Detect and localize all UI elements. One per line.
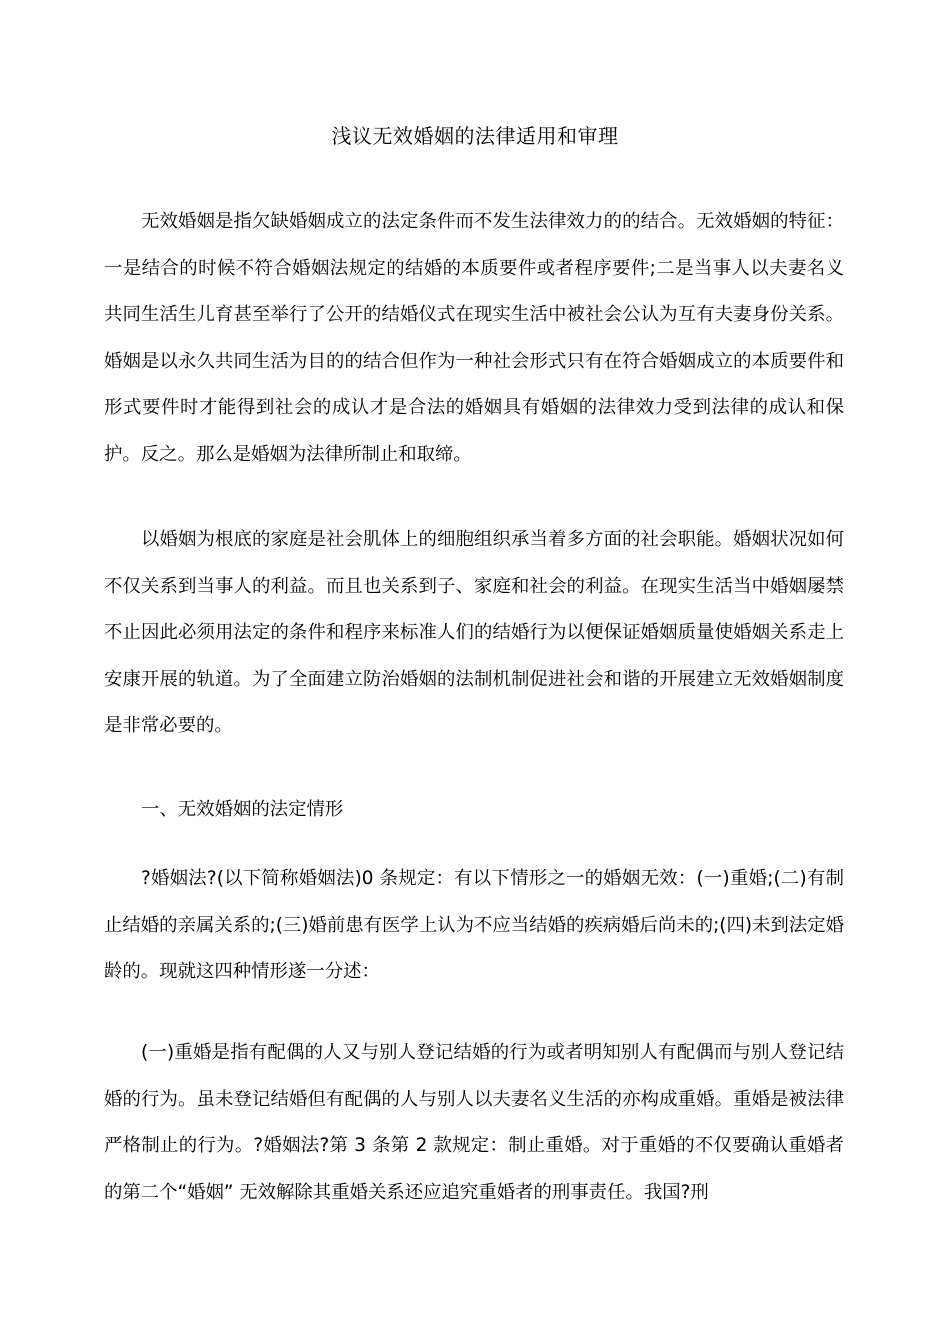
paragraph-bigamy: (一)重婚是指有配偶的人又与别人登记结婚的行为或者明知别人有配偶而与别人登记结婚的行为。虽未登记结婚但有配偶的人与别人以夫妻名义生活的亦构成重婚。重婚是被法律严格制止的行为。?婚姻法?第 3 条第 2 款规定：制止重婚。对于重婚的不仅要确认重婚者的第二个“婚姻” 无效解除其重婚关系还应追究重婚者的刑事责任。我国?刑 <box>104 1042 844 1203</box>
paragraph-definition: 无效婚姻是指欠缺婚姻成立的法定条件而不发生法律效力的的结合。无效婚姻的特征：一是结合的时候不符合婚姻法规定的结婚的本质要件或者程序要件;二是当事人以夫妻名义共同生活生儿育甚至举行了公开的结婚仪式在现实生活中被社会公认为互有夫妻身份关系。婚姻是以永久共同生活为目的的结合但作为一种社会形式只有在符合婚姻成立的本质要件和形式要件时才能得到社会的成认才是合法的婚姻具有婚姻的法律效力受到法律的成认和保护。反之。那么是婚姻为法律所制止和取缔。 <box>104 211 844 465</box>
paragraph-legal-provision: ?婚姻法?(以下简称婚姻法)0 条规定：有以下情形之一的婚姻无效：(一)重婚;(二)有制止结婚的亲属关系的;(三)婚前患有医学上认为不应当结婚的疾病婚后尚未的;(四)未到法定婚龄的。现就这四种情形遂一分述： <box>104 868 844 982</box>
document-title: 浅议无效婚姻的法律适用和审理 <box>331 124 619 148</box>
section-heading: 一、无效婚姻的法定情形 <box>141 799 344 820</box>
paragraph-significance: 以婚姻为根底的家庭是社会肌体上的细胞组织承当着多方面的社会职能。婚姻状况如何不仅关系到当事人的利益。而且也关系到子、家庭和社会的利益。在现实生活当中婚姻屡禁不止因此必须用法定的条件和程序来标准人们的结婚行为以便保证婚姻质量使婚姻关系走上安康开展的轨道。为了全面建立防治婚姻的法制机制促进社会和谐的开展建立无效婚姻制度是非常必要的。 <box>104 529 844 736</box>
